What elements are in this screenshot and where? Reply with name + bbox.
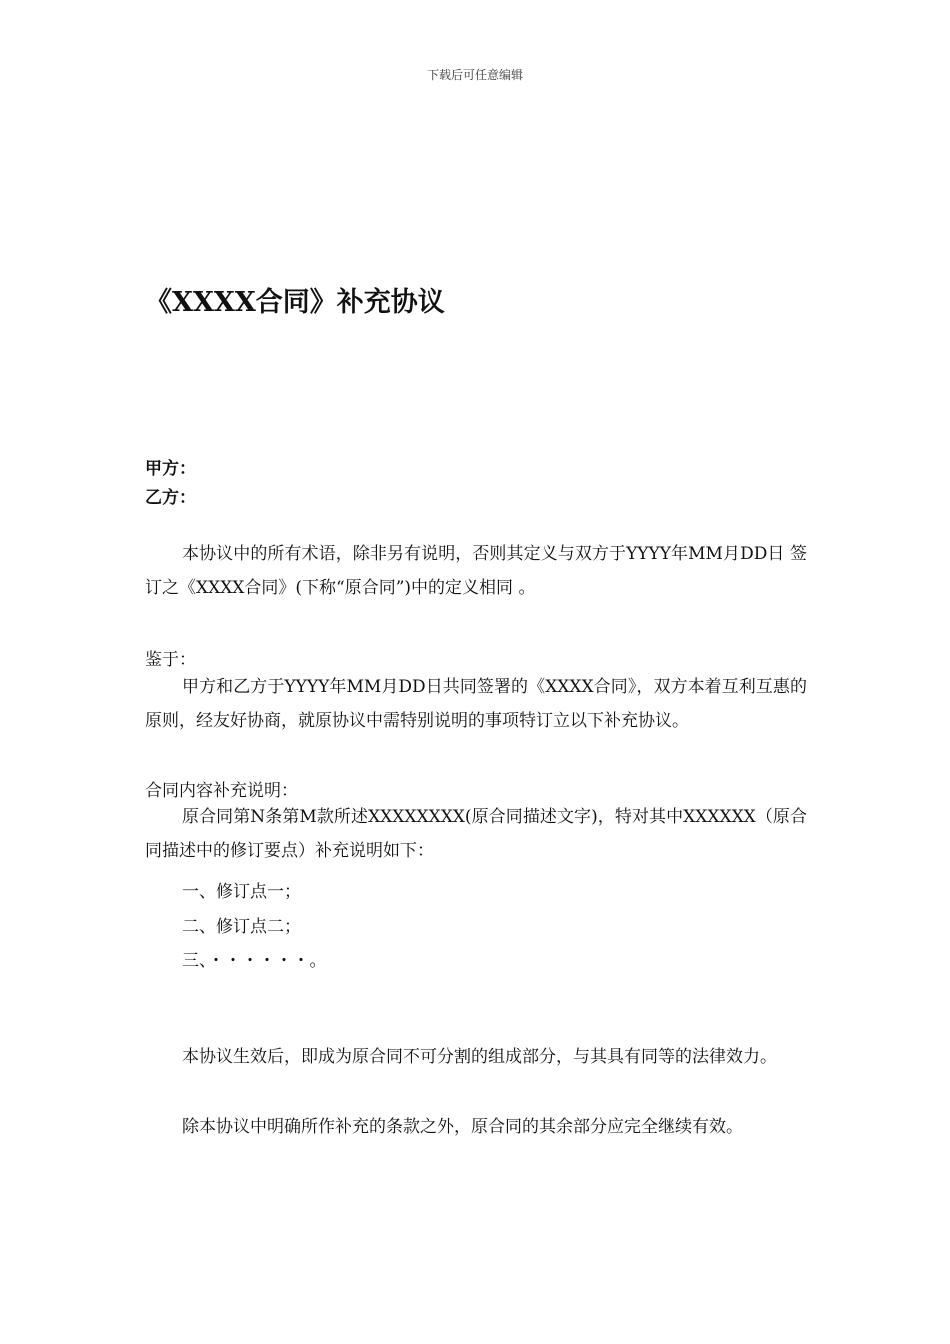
party-a-label: 甲方：	[145, 459, 196, 479]
supplement-paragraph: 原合同第N条第M款所述XXXXXXXX(原合同描述文字)，特对其中XXXXXX（原合同描述中的修订要点）补充说明如下：	[145, 807, 807, 861]
document-title: 《XXXX合同》补充协议	[145, 287, 445, 318]
revision-item-2: 二、修订点二；	[182, 917, 301, 937]
effect-paragraph: 本协议生效后，即成为原合同不可分割的组成部分，与其具有同等的法律效力。	[182, 1047, 777, 1067]
whereas-label: 鉴于：	[145, 650, 196, 670]
definition-paragraph: 本协议中的所有术语，除非另有说明，否则其定义与双方于YYYY年MM月DD日 签订之《XXXX合同》(下称“原合同”)中的定义相同 。	[145, 544, 807, 598]
revision-item-1: 一、修订点一；	[182, 882, 301, 902]
supplement-label: 合同内容补充说明：	[145, 781, 298, 801]
page-header: 下载后可任意编辑	[426, 68, 523, 82]
party-b-label: 乙方：	[145, 488, 196, 508]
revision-item-3: 三、・・・・・・。	[182, 951, 327, 971]
whereas-paragraph: 甲方和乙方于YYYY年MM月DD日共同签署的《XXXX合同》，双方本着互利互惠的原则，经友好协商，就原协议中需特别说明的事项特订立以下补充协议。	[145, 677, 807, 731]
remainder-paragraph: 除本协议中明确所作补充的条款之外，原合同的其余部分应完全继续有效。	[182, 1117, 743, 1137]
